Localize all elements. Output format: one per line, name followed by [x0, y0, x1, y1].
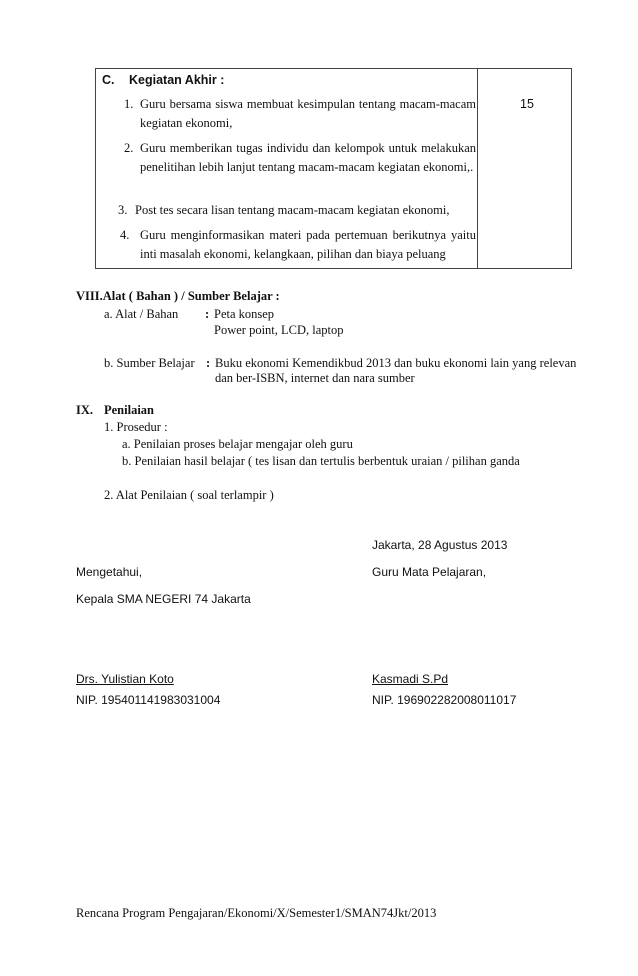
alat-penilaian-item: 2. Alat Penilaian ( soal terlampir ) [104, 488, 274, 502]
list-item-number: 1. [124, 97, 134, 111]
teacher-name: Kasmadi S.Pd [372, 672, 449, 686]
section-title: Kegiatan Akhir : [129, 73, 225, 87]
list-item-number: 3. [118, 203, 128, 217]
page-footer: Rencana Program Pengajaran/Ekonomi/X/Semester1/SMAN74Jkt/2013 [76, 906, 437, 920]
prosedur-subitem-a: a. Penilaian proses belajar mengajar oleh guru [122, 437, 353, 451]
place-date: Jakarta, 28 Agustus 2013 [372, 538, 508, 552]
alat-bahan-value-2: Power point, LCD, laptop [214, 323, 344, 337]
headmaster-name: Drs. Yulistian Koto [76, 672, 174, 686]
prosedur-subitem-b: b. Penilaian hasil belajar ( tes lisan dan tertulis berbentuk uraian / pilihan ganda [122, 454, 520, 468]
prosedur-item: 1. Prosedur : [104, 420, 168, 434]
teacher-nip: NIP. 196902282008011017 [372, 693, 517, 707]
list-item-number: 2. [124, 141, 134, 155]
teacher-role: Guru Mata Pelajaran, [372, 565, 487, 579]
headmaster-role: Kepala SMA NEGERI 74 Jakarta [76, 592, 251, 606]
section-letter: C. [102, 73, 115, 87]
section-ix-number: IX. [76, 403, 94, 417]
alat-bahan-colon: : [205, 307, 210, 321]
list-item-number: 4. [120, 228, 130, 242]
headmaster-nip: NIP. 195401141983031004 [76, 693, 221, 707]
list-item: Guru memberikan tugas individu dan kelompok untuk melakukan penelitihan lebih lanjut tentang macam-macam kegiatan ekonomi,. [140, 141, 476, 174]
time-allocation: 15 [520, 97, 534, 111]
table-column-divider [477, 69, 478, 268]
section-viii-heading: VIII.Alat ( Bahan ) / Sumber Belajar : [76, 289, 280, 303]
sumber-belajar-value-2: dan ber-ISBN, internet dan nara sumber [215, 371, 415, 385]
sumber-belajar-label: b. Sumber Belajar [104, 356, 195, 370]
list-item: Guru bersama siswa membuat kesimpulan tentang macam-macam kegiatan ekonomi, [140, 97, 476, 130]
sumber-belajar-value: Buku ekonomi Kemendikbud 2013 dan buku ekonomi lain yang relevan [215, 356, 577, 370]
sumber-belajar-colon: : [206, 356, 211, 370]
kegiatan-akhir-table [95, 68, 572, 269]
section-ix-heading: Penilaian [104, 403, 155, 417]
alat-bahan-label: a. Alat / Bahan [104, 307, 179, 321]
alat-bahan-value: Peta konsep [214, 307, 275, 321]
list-item: Guru menginformasikan materi pada pertemuan berikutnya yaitu inti masalah ekonomi, kelangkaan, pilihan dan biaya peluang [140, 228, 476, 261]
mengetahui-label: Mengetahui, [76, 565, 143, 579]
list-item: Post tes secara lisan tentang macam-macam kegiatan ekonomi, [135, 203, 450, 217]
